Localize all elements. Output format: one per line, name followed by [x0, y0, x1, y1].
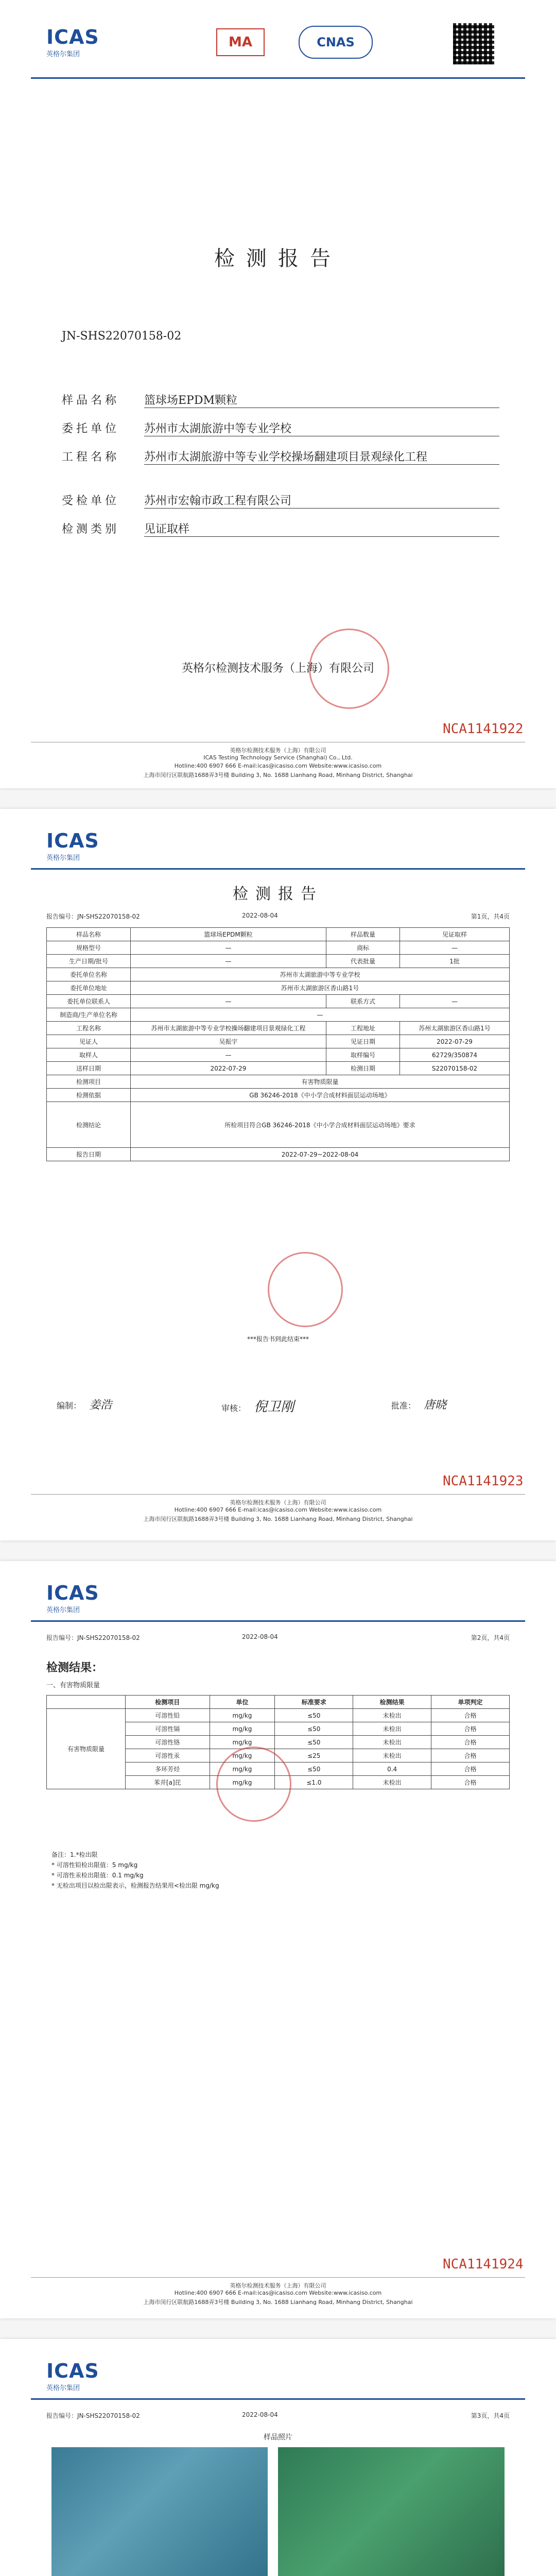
icas-logo: ICAS 英格尔集团: [46, 2360, 99, 2392]
approver-signature: 批准： 唐晓: [391, 1399, 447, 1412]
table-row: 见证人 吴振宇 见证日期 2022-07-29: [47, 1035, 510, 1048]
footer-contact: Hotline:400 6907 666 E-mail:icas@icasiso.com Website:www.icasiso.com: [174, 762, 382, 769]
report-header-line: 报告编号：JN-SHS22070158-02 2022-08-04 第3页，共4页: [46, 2411, 510, 2419]
official-seal: [309, 629, 389, 709]
table-row: 可溶性镉 mg/kg ≤50 未检出 合格: [47, 1722, 510, 1736]
table-row: 工程名称 苏州市太湖旅游中等专业学校操场翻建项目景观绿化工程 工程地址 苏州太湖旅游区香山路1号: [47, 1022, 510, 1035]
footer-company: 英格尔检测技术服务（上海）有限公司: [230, 2282, 326, 2289]
footer-company-en: ICAS Testing Technology Service (Shanghai) Co., Ltd.: [203, 754, 353, 761]
field-project: 工程名称 苏州市太湖旅游中等专业学校操场翻建项目景观绿化工程: [62, 448, 505, 465]
cma-logo: MA: [216, 28, 265, 56]
report-title: 检测报告: [214, 247, 342, 270]
table-row: 检测依据 GB 36246-2018《中小学合成材料面层运动场地》: [47, 1089, 510, 1102]
report-results-page: [0, 1561, 556, 2318]
header-divider: [31, 1620, 525, 1622]
report-info-page: [0, 809, 556, 1540]
field-client: 委托单位 苏州市太湖旅游中等专业学校: [62, 420, 505, 436]
icas-logo: ICAS 英格尔集团: [46, 1582, 99, 1614]
report-header-line: 报告编号：JN-SHS22070158-02 2022-08-04 第1页，共4页: [46, 912, 510, 920]
report-title: 检测报告: [233, 885, 323, 903]
table-header-row: 检测项目 单位 标准要求 检测结果 单项判定: [47, 1696, 510, 1709]
cnas-logo: CNAS: [299, 26, 373, 59]
header-divider: [31, 868, 525, 870]
table-row: 多环芳烃 mg/kg ≤50 0.4 合格: [47, 1762, 510, 1776]
footer-address: 上海市闵行区联航路1688弄3号楼 Building 3, No. 1688 Lianhang Road, Minhang District, Shanghai: [143, 772, 413, 778]
reviewer-signature: 审核： 倪卫刚: [221, 1399, 294, 1415]
icas-logo: ICAS 英格尔集团: [46, 829, 99, 862]
sample-photo-bag: [51, 2447, 268, 2576]
field-inspected-unit: 受检单位 苏州市宏翰市政工程有限公司: [62, 492, 505, 509]
footer-divider: [31, 1494, 525, 1495]
table-row: 送样日期 2022-07-29 检测日期 S22070158-02: [47, 1062, 510, 1075]
compiler-signature: 编制： 姜浩: [57, 1399, 112, 1412]
table-row: 报告日期 2022-07-29~2022-08-04: [47, 1148, 510, 1161]
results-notes: 备注：1.*检出限 * 可溶性铅检出限值：5 mg/kg * 可溶性汞检出限值：0.1 mg/kg * 无检出项目以检出限表示，检测报告结果用<检出限 mg/kg: [51, 1851, 219, 1889]
report-header-line: 报告编号：JN-SHS22070158-02 2022-08-04 第2页，共4页: [46, 1633, 510, 1641]
footer-company: 英格尔检测技术服务（上海）有限公司: [230, 747, 326, 754]
table-row: 可溶性汞 mg/kg ≤25 未检出 合格: [47, 1749, 510, 1762]
nca-code: NCA1141924: [443, 2257, 524, 2272]
table-row: 取样人 — 取样编号 62729/350874: [47, 1048, 510, 1062]
footer-contact: Hotline:400 6907 666 E-mail:icas@icasiso.com Website:www.icasiso.com: [174, 1506, 382, 1513]
table-row: 苯并[a]芘 mg/kg ≤1.0 未检出 合格: [47, 1776, 510, 1789]
field-sample-name: 样品名称 篮球场EPDM颗粒: [62, 392, 505, 408]
field-category: 检测类别 见证取样: [62, 520, 505, 537]
report-end-note: ***报告书到此结束***: [247, 1335, 309, 1343]
table-row: 样品名称 篮球场EPDM颗粒 样品数量 见证取样: [47, 928, 510, 941]
footer-contact: Hotline:400 6907 666 E-mail:icas@icasiso.com Website:www.icasiso.com: [174, 2290, 382, 2296]
header-divider: [31, 77, 525, 79]
footer-address: 上海市闵行区联航路1688弄3号楼 Building 3, No. 1688 Lianhang Road, Minhang District, Shanghai: [143, 2299, 413, 2306]
table-row: 委托单位名称 苏州市太湖旅游中等专业学校: [47, 968, 510, 981]
icas-logo: ICAS 英格尔集团: [46, 26, 99, 58]
report-cover-page: [0, 0, 556, 788]
nca-code: NCA1141923: [443, 1473, 524, 1489]
header-divider: [31, 2398, 525, 2400]
table-row: 生产日期/批号 — 代表批量 1批: [47, 955, 510, 968]
footer-divider: [31, 2277, 525, 2278]
table-row: 委托单位地址 苏州市太湖旅游区香山路1号: [47, 981, 510, 995]
qr-code-icon: [453, 23, 494, 64]
table-row: 有害物质限量 可溶性铅 mg/kg ≤50 未检出 合格: [47, 1709, 510, 1722]
table-row: 检测项目 有害物质限量: [47, 1075, 510, 1089]
photo-section-title: 样品照片: [264, 2433, 292, 2442]
results-subheading: 一、有害物质限量: [46, 1682, 100, 1689]
results-heading: 检测结果：: [46, 1661, 103, 1674]
table-row: 委托单位联系人 — 联系方式 —: [47, 995, 510, 1008]
table-row: 检测结论 所检项目符合GB 36246-2018《中小学合成材料面层运动场地》要求: [47, 1102, 510, 1148]
sample-photo-granules: [278, 2447, 505, 2576]
test-seal: [268, 1252, 343, 1327]
footer-address: 上海市闵行区联航路1688弄3号楼 Building 3, No. 1688 Lianhang Road, Minhang District, Shanghai: [143, 1516, 413, 1522]
issuer-name: 英格尔检测技术服务（上海）有限公司: [181, 662, 374, 675]
table-row: 可溶性铬 mg/kg ≤50 未检出 合格: [47, 1736, 510, 1749]
sample-info-table: [46, 927, 510, 1161]
test-seal: [216, 1747, 291, 1822]
report-photo-page: [0, 2339, 556, 2576]
footer-company: 英格尔检测技术服务（上海）有限公司: [230, 1499, 326, 1506]
table-row: 规格型号 — 商标 —: [47, 941, 510, 955]
report-number: JN-SHS22070158-02: [62, 330, 182, 343]
nca-code: NCA1141922: [443, 721, 524, 737]
table-row: 制造商/生产单位名称 —: [47, 1008, 510, 1022]
